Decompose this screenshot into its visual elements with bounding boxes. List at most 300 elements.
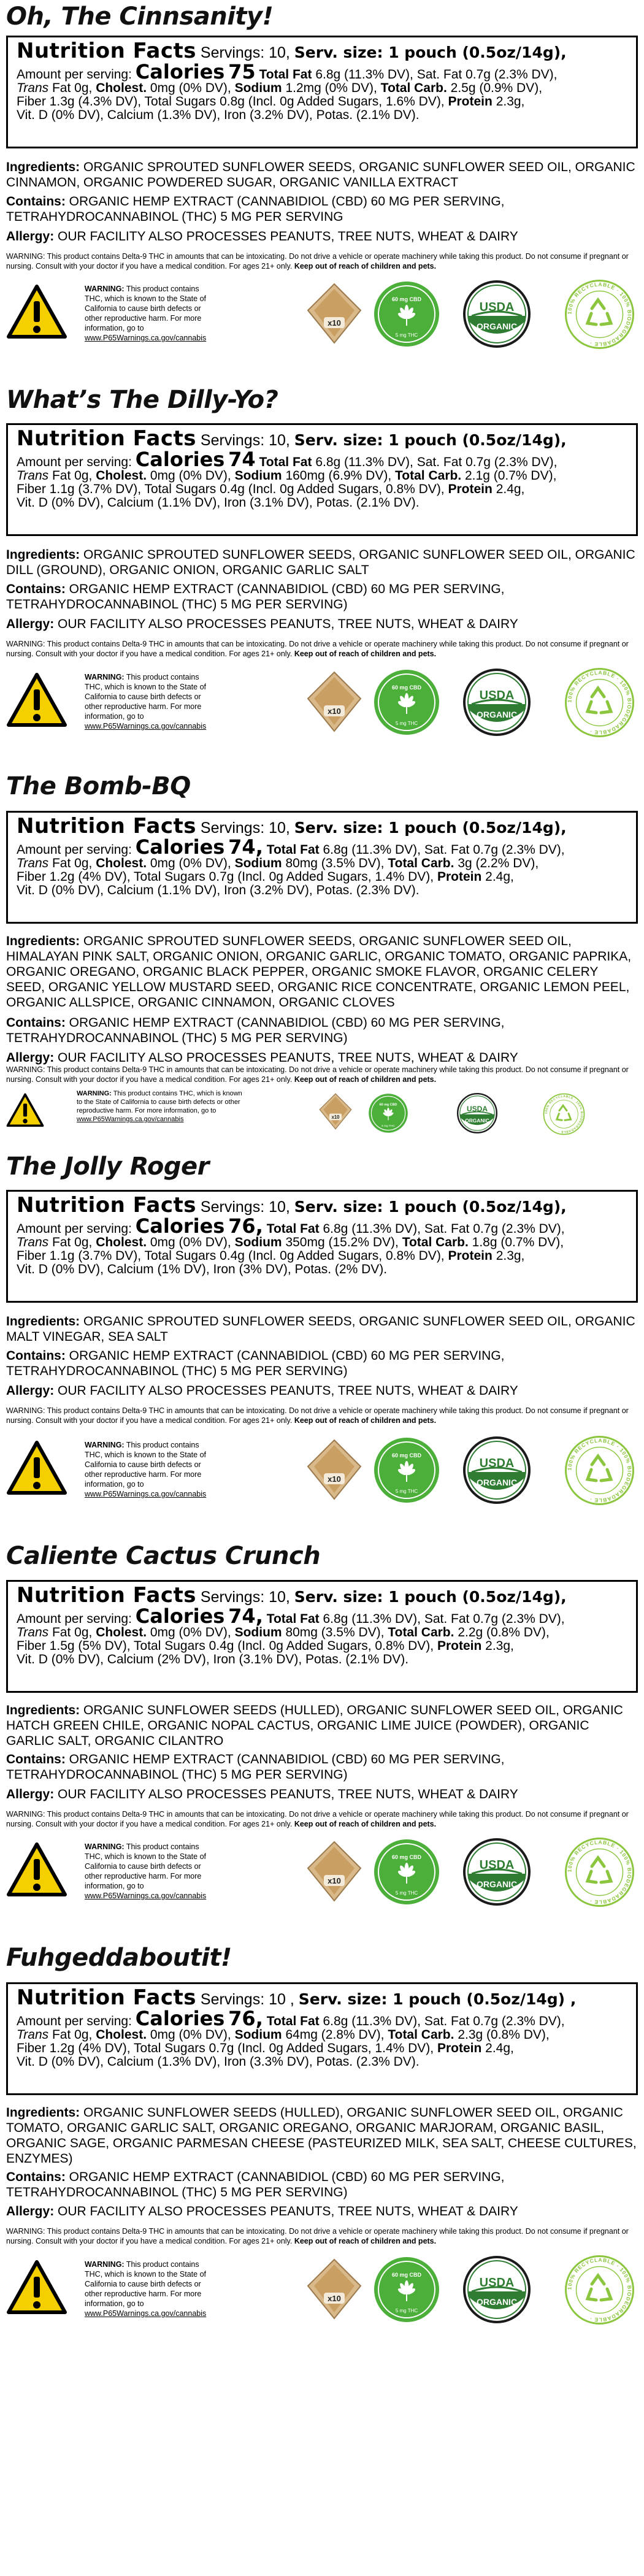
recyclable-label: 100% RECYCLABLE · 100% BIODEGRADABLE · [566, 669, 633, 736]
fiber-sugars-value: Fiber 1.3g (4.3% DV), Total Sugars 0.8g (Incl. 0g Added Sugars, 1.6% DV), [17, 94, 445, 109]
recycle-badge-icon [564, 1837, 635, 1907]
nutrition-header [17, 41, 627, 63]
thc-warning-text [6, 1809, 638, 1829]
usda-label: USDA [479, 689, 515, 702]
allergy-value: OUR FACILITY ALSO PROCESSES PEANUTS, TREE NUTS, WHEAT & DAIRY [58, 1384, 518, 1398]
pack-count-label: x10 [331, 1114, 340, 1120]
protein-label: Protein [448, 482, 493, 496]
contains-label: Contains: [6, 1349, 66, 1363]
ingredients-list: ORGANIC SPROUTED SUNFLOWER SEEDS, ORGANIC SUNFLOWER SEED OIL, ORGANIC MALT VINEGAR, SEA SALT [6, 1314, 635, 1344]
contains-value: ORGANIC HEMP EXTRACT (CANNABIDIOL (CBD) 60 MG PER SERVING, TETRAHYDROCANNABINOL (THC) 5 MG PER SERVING) [6, 1349, 505, 1378]
nutrition-body [17, 448, 627, 510]
amount-per-serving-label: Amount per serving: [17, 2014, 132, 2028]
prop65-warning-label: WARNING: [85, 1842, 125, 1851]
allergy-text [6, 1383, 638, 1398]
hemp-leaf-icon [373, 280, 440, 348]
allergy-label: Allergy: [6, 2204, 55, 2218]
hemp-leaf-icon [368, 1093, 408, 1133]
nutrition-line [17, 483, 627, 496]
warning-main: WARNING: This product contains Delta-9 THC in amounts that can be intoxicating. Do not drive a vehicle or operate machinery while taking this product. Do not consume if pregnant or nursing. Consult with your doctor if you have a medical condition. For ages 21+ only. [6, 2227, 629, 2245]
product-title: Fuhgeddaboutit! [6, 1944, 232, 1972]
certification-icons-row [0, 279, 644, 353]
allergy-label: Allergy: [6, 617, 55, 631]
nutrition-line [17, 109, 627, 122]
nutrition-line [17, 2042, 627, 2055]
cholesterol-value: 0mg (0% DV), [150, 81, 231, 95]
trans-fat-value: Fat 0g, [52, 1625, 93, 1639]
protein-value: 2.4g, [485, 870, 514, 884]
sat-fat-value: Sat. Fat 0.7g (2.3% DV), [424, 1222, 565, 1236]
trans-fat-value: Fat 0g, [52, 81, 93, 95]
recyclable-label: 100% RECYCLABLE · 100% BIODEGRADABLE · [566, 281, 633, 348]
prop65-link[interactable]: www.P65Warnings.ca.gov/cannabis [85, 722, 207, 730]
protein-value: 2.3g, [485, 1639, 514, 1653]
organic-label: ORGANIC [476, 2297, 518, 2307]
ingredients-text [6, 1703, 638, 1749]
cholesterol-label: Cholest. [96, 81, 147, 95]
vitamins-minerals-value: Vit. D (0% DV), Calcium (1.1% DV), Iron (3.1% DV), Potas. (2.1% DV). [17, 496, 420, 510]
organic-label: ORGANIC [476, 1879, 518, 1889]
allergy-text [6, 1787, 638, 1802]
thc-warning-text [6, 639, 638, 659]
vitamins-minerals-value: Vit. D (0% DV), Calcium (1.1% DV), Iron (3.2% DV), Potas. (2.3% DV). [17, 883, 420, 897]
sodium-label: Sodium [234, 1235, 282, 1249]
nutrition-line [17, 835, 627, 859]
pouch-pack-icon [307, 671, 362, 732]
certification-icons-row [0, 1435, 644, 1509]
nutrition-body [17, 60, 627, 122]
calories-label: Calories [135, 1604, 225, 1628]
carb-value: 2.2g (0.8% DV), [458, 1625, 550, 1639]
cholesterol-value: 0mg (0% DV), [150, 469, 231, 483]
nutrition-body [17, 2007, 627, 2069]
product-title: Oh, The Cinnsanity! [6, 2, 274, 31]
sat-fat-value: Sat. Fat 0.7g (2.3% DV), [416, 67, 558, 82]
contains-text [6, 1015, 638, 1046]
cholesterol-label: Cholest. [96, 1235, 147, 1249]
servings-count: Servings: 10, [200, 44, 290, 61]
nutrition-facts-title: Nutrition Facts [17, 1583, 196, 1608]
nutrition-facts-box [6, 1580, 638, 1693]
warning-triangle-icon [6, 672, 67, 727]
fiber-sugars-value: Fiber 1.2g (4% DV), Total Sugars 0.7g (Incl. 0g Added Sugars, 1.4% DV), [17, 870, 434, 884]
prop65-warning-label: WARNING: [85, 1441, 125, 1449]
allergy-value: OUR FACILITY ALSO PROCESSES PEANUTS, TREE NUTS, WHEAT & DAIRY [58, 617, 518, 631]
sodium-label: Sodium [234, 469, 282, 483]
prop65-warning-body: This product contains THC, which is known to the State of California to cause birth defects or other reproductive harm. For more information, go to [85, 673, 207, 721]
amount-per-serving-label: Amount per serving: [17, 1612, 132, 1626]
calories-label: Calories [135, 835, 225, 859]
usda-label: USDA [479, 1858, 515, 1872]
cholesterol-label: Cholest. [96, 1625, 147, 1639]
nutrition-line [17, 1604, 627, 1628]
keep-out-of-reach: Keep out of reach of children and pets. [294, 650, 437, 658]
hemp-leaf-icon [373, 669, 440, 736]
allergy-label: Allergy: [6, 1384, 55, 1398]
contains-label: Contains: [6, 582, 66, 596]
serving-size: Serv. size: 1 pouch (0.5oz/14g), [294, 44, 567, 61]
warning-main: WARNING: This product contains Delta-9 THC in amounts that can be intoxicating. Do not drive a vehicle or operate machinery while taking this product. Do not consume if pregnant or nursing. Consult with your doctor if you have a medical condition. For ages 21+ only. [6, 1065, 629, 1084]
contains-value: ORGANIC HEMP EXTRACT (CANNABIDIOL (CBD) 60 MG PER SERVING, TETRAHYDROCANNABINOL (THC) 5 MG PER SERVING) [6, 1752, 505, 1782]
protein-value: 2.4g, [485, 2041, 514, 2055]
ingredients-label: Ingredients: [6, 160, 80, 174]
prop65-warning-text [85, 284, 207, 343]
fiber-sugars-value: Fiber 1.1g (3.7% DV), Total Sugars 0.4g (Incl. 0g Added Sugars, 0.8% DV), [17, 1249, 445, 1263]
ingredients-list: ORGANIC SUNFLOWER SEEDS (HULLED), ORGANIC SUNFLOWER SEED OIL, ORGANIC TOMATO, ORGANIC GARLIC SALT, ORGANIC OREGANO, ORGANIC MARJORAM, ORGANIC BASIL, ORGANIC SAGE, ORGANIC PARMESAN CHEESE (PASTEURIZED MILK, SEA SALT, CHEESE CULTURES, ENZYMES) [6, 2106, 637, 2166]
certification-icons-row [0, 667, 644, 741]
nutrition-line [17, 1249, 627, 1263]
usda-organic-seal-icon [463, 1436, 531, 1504]
pack-count-label: x10 [328, 2294, 341, 2303]
prop65-link[interactable]: www.P65Warnings.ca.gov/cannabis [85, 2309, 207, 2318]
nutrition-facts-title: Nutrition Facts [17, 814, 196, 838]
recycle-badge-icon [564, 2255, 635, 2325]
sodium-value: 1.2mg (0% DV), [285, 81, 377, 95]
usda-organic-seal-icon [457, 1093, 497, 1133]
contains-text [6, 1752, 638, 1782]
servings-count: Servings: 10 , [200, 1991, 294, 2008]
organic-label: ORGANIC [476, 1478, 518, 1487]
allergy-text [6, 1050, 638, 1065]
nutrition-line [17, 1626, 627, 1639]
nutrition-line [17, 82, 627, 95]
cbd-amount-label: 60 mg CBD [379, 1103, 397, 1107]
sodium-label: Sodium [234, 1625, 282, 1639]
nutrition-line [17, 2028, 627, 2042]
prop65-warning-label: WARNING: [85, 285, 125, 293]
cbd-amount-label: 60 mg CBD [391, 2272, 422, 2278]
fiber-sugars-value: Fiber 1.5g (5% DV), Total Sugars 0.4g (Incl. 0g Added Sugars, 0.8% DV), [17, 1639, 434, 1653]
warning-main: WARNING: This product contains Delta-9 THC in amounts that can be intoxicating. Do not drive a vehicle or operate machinery while taking this product. Do not consume if pregnant or nursing. Consult with your doctor if you have a medical condition. For ages 21+ only. [6, 1810, 629, 1828]
nutrition-line [17, 95, 627, 109]
allergy-label: Allergy: [6, 1051, 55, 1065]
pack-count-label: x10 [328, 318, 341, 328]
allergy-text [6, 616, 638, 632]
warning-triangle-icon [6, 1093, 44, 1127]
ingredients-label: Ingredients: [6, 1314, 80, 1328]
nutrition-header [17, 1985, 627, 2010]
total-fat-value: 6.8g (11.3% DV), [323, 1222, 421, 1236]
allergy-value: OUR FACILITY ALSO PROCESSES PEANUTS, TREE NUTS, WHEAT & DAIRY [58, 1787, 518, 1801]
amount-per-serving-label: Amount per serving: [17, 455, 132, 469]
contains-label: Contains: [6, 1016, 66, 1030]
trans-label: Trans [17, 2028, 49, 2042]
nutrition-line [17, 1639, 627, 1653]
recyclable-label: 100% RECYCLABLE · 100% BIODEGRADABLE · [566, 2256, 633, 2323]
vitamins-minerals-value: Vit. D (0% DV), Calcium (1% DV), Iron (3% DV), Potas. (2% DV). [17, 1262, 388, 1276]
trans-label: Trans [17, 1625, 49, 1639]
product-title: What’s The Dilly-Yo? [6, 386, 278, 414]
servings-count: Servings: 10, [200, 1198, 290, 1216]
contains-label: Contains: [6, 1752, 66, 1766]
nutrition-facts-box [6, 1190, 638, 1303]
sat-fat-value: Sat. Fat 0.7g (2.3% DV), [424, 1612, 565, 1626]
prop65-warning-body: This product contains THC, which is known to the State of California to cause birth defects or other reproductive harm. For more information, go to [85, 1441, 207, 1489]
product-title: Caliente Cactus Crunch [6, 1542, 321, 1570]
calories-value: 74, [228, 1604, 263, 1628]
cbd-amount-label: 60 mg CBD [391, 1452, 422, 1459]
amount-per-serving-label: Amount per serving: [17, 67, 132, 82]
total-fat-value: 6.8g (11.3% DV), [323, 1612, 421, 1626]
nutrition-line [17, 2055, 627, 2069]
cholesterol-label: Cholest. [96, 2028, 147, 2042]
allergy-text [6, 229, 638, 244]
recycle-badge-icon [564, 1435, 635, 1506]
product-title: The Jolly Roger [6, 1152, 209, 1181]
usda-organic-seal-icon [463, 280, 531, 348]
ingredients-list: ORGANIC SPROUTED SUNFLOWER SEEDS, ORGANIC SUNFLOWER SEED OIL, ORGANIC CINNAMON, ORGANIC POWDERED SUGAR, ORGANIC VANILLA EXTRACT [6, 160, 635, 190]
usda-organic-seal-icon [463, 1838, 531, 1906]
contains-text [6, 1348, 638, 1379]
prop65-warning-text [85, 1440, 207, 1499]
certification-icons-row [0, 1837, 644, 1911]
nutrition-facts-box [6, 811, 638, 924]
prop65-link[interactable]: www.P65Warnings.ca.gov/cannabis [85, 334, 207, 342]
nutrition-line [17, 1653, 627, 1666]
thc-amount-label: 5 mg THC [395, 1890, 418, 1896]
hemp-leaf-icon [373, 2256, 440, 2323]
nutrition-header [17, 1195, 627, 1217]
cholesterol-label: Cholest. [96, 856, 147, 870]
calories-label: Calories [135, 1214, 225, 1238]
serving-size: Serv. size: 1 pouch (0.5oz/14g), [294, 431, 567, 449]
carb-value: 1.8g (0.7% DV), [472, 1235, 564, 1249]
cholesterol-label: Cholest. [96, 469, 147, 483]
contains-value: ORGANIC HEMP EXTRACT (CANNABIDIOL (CBD) 60 MG PER SERVING, TETRAHYDROCANNABINOL (THC) 5 MG PER SERVING) [6, 1016, 505, 1045]
warning-triangle-icon [6, 2260, 67, 2315]
prop65-warning-label: WARNING: [77, 1090, 112, 1097]
total-fat-label: Total Fat [259, 67, 312, 82]
product-title: The Bomb-BQ [6, 772, 191, 800]
carb-label: Total Carb. [402, 1235, 469, 1249]
nutrition-facts-title: Nutrition Facts [17, 39, 196, 63]
warning-main: WARNING: This product contains Delta-9 THC in amounts that can be intoxicating. Do not drive a vehicle or operate machinery while taking this product. Do not consume if pregnant or nursing. Consult with your doctor if you have a medical condition. For ages 21+ only. [6, 640, 629, 658]
sat-fat-value: Sat. Fat 0.7g (2.3% DV), [424, 843, 565, 857]
contains-text [6, 2169, 638, 2200]
nutrition-header [17, 426, 627, 451]
trans-fat-value: Fat 0g, [52, 1235, 93, 1249]
ingredients-text [6, 159, 638, 190]
calories-label: Calories [135, 448, 225, 471]
cbd-amount-label: 60 mg CBD [391, 1854, 422, 1860]
ingredients-list: ORGANIC SPROUTED SUNFLOWER SEEDS, ORGANIC SUNFLOWER SEED OIL, ORGANIC DILL (GROUND), ORGANIC ONION, ORGANIC GARLIC SALT [6, 548, 635, 577]
protein-label: Protein [437, 1639, 482, 1653]
ingredients-label: Ingredients: [6, 2106, 80, 2120]
sodium-value: 80mg (3.5% DV), [285, 856, 385, 870]
vitamins-minerals-value: Vit. D (0% DV), Calcium (1.3% DV), Iron (3.3% DV), Potas. (2.3% DV). [17, 2055, 420, 2069]
carb-label: Total Carb. [388, 2028, 454, 2042]
thc-amount-label: 5 mg THC [395, 2308, 418, 2313]
trans-fat-value: Fat 0g, [52, 2028, 93, 2042]
total-fat-label: Total Fat [266, 2014, 320, 2028]
calories-value: 76, [228, 1214, 263, 1238]
pouch-pack-icon [307, 283, 362, 344]
nutrition-line [17, 884, 627, 897]
total-fat-label: Total Fat [266, 1222, 320, 1236]
amount-per-serving-label: Amount per serving: [17, 843, 132, 857]
pouch-pack-icon [319, 1093, 352, 1130]
protein-value: 2.3g, [496, 1249, 525, 1263]
carb-label: Total Carb. [388, 856, 454, 870]
prop65-warning-body: This product contains THC, which is known to the State of California to cause birth defects or other reproductive harm. For more information, go to [77, 1090, 242, 1114]
total-fat-label: Total Fat [259, 455, 312, 469]
nutrition-header [17, 816, 627, 838]
thc-amount-label: 5 mg THC [395, 1489, 418, 1494]
total-fat-label: Total Fat [266, 1612, 320, 1626]
pouch-pack-icon [307, 2258, 362, 2320]
calories-value: 74 [228, 448, 256, 471]
nutrition-line [17, 1263, 627, 1276]
organic-label: ORGANIC [476, 710, 518, 719]
sodium-label: Sodium [234, 2028, 282, 2042]
fiber-sugars-value: Fiber 1.2g (4% DV), Total Sugars 0.7g (Incl. 0g Added Sugars, 1.4% DV), [17, 2041, 434, 2055]
calories-label: Calories [135, 60, 225, 83]
total-fat-value: 6.8g (11.3% DV), [315, 455, 413, 469]
warning-triangle-icon [6, 1842, 67, 1897]
sodium-value: 80mg (3.5% DV), [285, 1625, 385, 1639]
recycle-badge-icon [543, 1093, 585, 1135]
prop65-link[interactable]: www.P65Warnings.ca.gov/cannabis [77, 1116, 184, 1123]
prop65-link[interactable]: www.P65Warnings.ca.gov/cannabis [85, 1892, 207, 1900]
sodium-label: Sodium [234, 81, 282, 95]
fiber-sugars-value: Fiber 1.1g (3.7% DV), Total Sugars 0.4g (Incl. 0g Added Sugars, 0.8% DV), [17, 482, 445, 496]
prop65-warning-label: WARNING: [85, 673, 125, 681]
carb-label: Total Carb. [395, 469, 462, 483]
thc-warning-text [6, 1065, 638, 1084]
allergy-label: Allergy: [6, 229, 55, 243]
thc-amount-label: 5 mg THC [381, 1125, 395, 1129]
trans-fat-value: Fat 0g, [52, 469, 93, 483]
carb-label: Total Carb. [380, 81, 447, 95]
sat-fat-value: Sat. Fat 0.7g (2.3% DV), [416, 455, 558, 469]
allergy-value: OUR FACILITY ALSO PROCESSES PEANUTS, TREE NUTS, WHEAT & DAIRY [58, 1051, 518, 1065]
keep-out-of-reach: Keep out of reach of children and pets. [294, 1416, 437, 1425]
protein-label: Protein [437, 2041, 482, 2055]
cholesterol-value: 0mg (0% DV), [150, 2028, 231, 2042]
prop65-warning-body: This product contains THC, which is known to the State of California to cause birth defects or other reproductive harm. For more information, go to [85, 1842, 207, 1890]
recyclable-label: 100% RECYCLABLE · 100% BIODEGRADABLE · [544, 1094, 584, 1134]
usda-organic-seal-icon [463, 669, 531, 736]
usda-label: USDA [479, 1457, 515, 1470]
prop65-warning-text [85, 672, 207, 731]
contains-label: Contains: [6, 194, 66, 209]
protein-label: Protein [448, 1249, 493, 1263]
sodium-value: 160mg (6.9% DV), [285, 469, 392, 483]
nutrition-header [17, 1585, 627, 1607]
nutrition-line [17, 1236, 627, 1249]
nutrition-line [17, 2007, 627, 2030]
ingredients-text [6, 1314, 638, 1344]
usda-label: USDA [466, 1105, 488, 1113]
nutrition-line [17, 496, 627, 510]
prop65-link[interactable]: www.P65Warnings.ca.gov/cannabis [85, 1490, 207, 1498]
hemp-leaf-icon [373, 1436, 440, 1504]
ingredients-label: Ingredients: [6, 934, 80, 948]
nutrition-facts-box [6, 423, 638, 536]
recyclable-label: 100% RECYCLABLE · 100% BIODEGRADABLE · [566, 1437, 633, 1504]
pack-count-label: x10 [328, 1474, 341, 1484]
protein-label: Protein [437, 870, 482, 884]
ingredients-label: Ingredients: [6, 548, 80, 562]
ingredients-text [6, 2105, 638, 2166]
sodium-value: 64mg (2.8% DV), [285, 2028, 385, 2042]
calories-value: 75 [228, 60, 256, 83]
usda-label: USDA [479, 2276, 515, 2290]
serving-size: Serv. size: 1 pouch (0.5oz/14g) , [298, 1990, 577, 2008]
nutrition-line [17, 857, 627, 870]
nutrition-facts-title: Nutrition Facts [17, 426, 196, 451]
allergy-text [6, 2204, 638, 2219]
servings-count: Servings: 10, [200, 819, 290, 837]
carb-label: Total Carb. [388, 1625, 454, 1639]
cholesterol-value: 0mg (0% DV), [150, 1235, 231, 1249]
nutrition-line [17, 870, 627, 884]
contains-value: ORGANIC HEMP EXTRACT (CANNABIDIOL (CBD) 60 MG PER SERVING, TETRAHYDROCANNABINOL (THC) 5 MG PER SERVING [6, 194, 505, 224]
protein-label: Protein [448, 94, 493, 109]
nutrition-line [17, 448, 627, 471]
prop65-warning-body: This product contains THC, which is known to the State of California to cause birth defects or other reproductive harm. For more information, go to [85, 2260, 207, 2308]
warning-main: WARNING: This product contains Delta-9 THC in amounts that can be intoxicating. Do not drive a vehicle or operate machinery while taking this product. Do not consume if pregnant or nursing. Consult with your doctor if you have a medical condition. For ages 21+ only. [6, 252, 629, 270]
recycle-badge-icon [564, 279, 635, 350]
usda-organic-seal-icon [463, 2256, 531, 2323]
keep-out-of-reach: Keep out of reach of children and pets. [294, 262, 437, 270]
vitamins-minerals-value: Vit. D (0% DV), Calcium (1.3% DV), Iron (3.2% DV), Potas. (2.1% DV). [17, 108, 420, 122]
protein-value: 2.3g, [496, 94, 525, 109]
carb-value: 2.5g (0.9% DV), [450, 81, 543, 95]
nutrition-facts-title: Nutrition Facts [17, 1985, 196, 2010]
prop65-warning-body: This product contains THC, which is known to the State of California to cause birth defects or other reproductive harm. For more information, go to [85, 285, 207, 332]
trans-label: Trans [17, 856, 49, 870]
prop65-warning-text [85, 1842, 207, 1901]
pack-count-label: x10 [328, 1876, 341, 1885]
thc-warning-text [6, 2226, 638, 2246]
prop65-warning-label: WARNING: [85, 2260, 125, 2269]
nutrition-facts-box [6, 1982, 638, 2095]
ingredients-list: ORGANIC SUNFLOWER SEEDS (HULLED), ORGANIC SUNFLOWER SEED OIL, ORGANIC HATCH GREEN CHILE, ORGANIC NOPAL CACTUS, ORGANIC LIME JUICE (POWDER), ORGANIC GARLIC SALT, ORGANIC CILANTRO [6, 1703, 623, 1748]
contains-value: ORGANIC HEMP EXTRACT (CANNABIDIOL (CBD) 60 MG PER SERVING, TETRAHYDROCANNABINOL (THC) 5 MG PER SERVING) [6, 582, 505, 611]
nutrition-line [17, 1214, 627, 1238]
serving-size: Serv. size: 1 pouch (0.5oz/14g), [294, 1198, 567, 1216]
allergy-value: OUR FACILITY ALSO PROCESSES PEANUTS, TREE NUTS, WHEAT & DAIRY [58, 2204, 518, 2218]
organic-label: ORGANIC [476, 321, 518, 331]
carb-value: 3g (2.2% DV), [458, 856, 539, 870]
allergy-label: Allergy: [6, 1787, 55, 1801]
cbd-amount-label: 60 mg CBD [391, 684, 422, 691]
thc-amount-label: 5 mg THC [395, 332, 418, 338]
trans-fat-value: Fat 0g, [52, 856, 93, 870]
thc-warning-text [6, 251, 638, 271]
trans-label: Trans [17, 469, 49, 483]
nutrition-facts-title: Nutrition Facts [17, 1193, 196, 1217]
keep-out-of-reach: Keep out of reach of children and pets. [294, 2237, 437, 2245]
ingredients-label: Ingredients: [6, 1703, 80, 1717]
warning-triangle-icon [6, 1440, 67, 1495]
sodium-label: Sodium [234, 856, 282, 870]
recyclable-label: 100% RECYCLABLE · 100% BIODEGRADABLE · [566, 1839, 633, 1906]
certification-icons-row [0, 1088, 644, 1162]
allergy-value: OUR FACILITY ALSO PROCESSES PEANUTS, TREE NUTS, WHEAT & DAIRY [58, 229, 518, 243]
total-fat-value: 6.8g (11.3% DV), [323, 843, 421, 857]
usda-label: USDA [479, 301, 515, 314]
contains-text [6, 194, 638, 224]
cbd-amount-label: 60 mg CBD [391, 296, 422, 302]
pouch-pack-icon [307, 1841, 362, 1902]
contains-text [6, 581, 638, 612]
organic-label: ORGANIC [465, 1117, 489, 1124]
calories-label: Calories [135, 2007, 225, 2030]
carb-value: 2.3g (0.8% DV), [458, 2028, 550, 2042]
nutrition-body [17, 1604, 627, 1666]
